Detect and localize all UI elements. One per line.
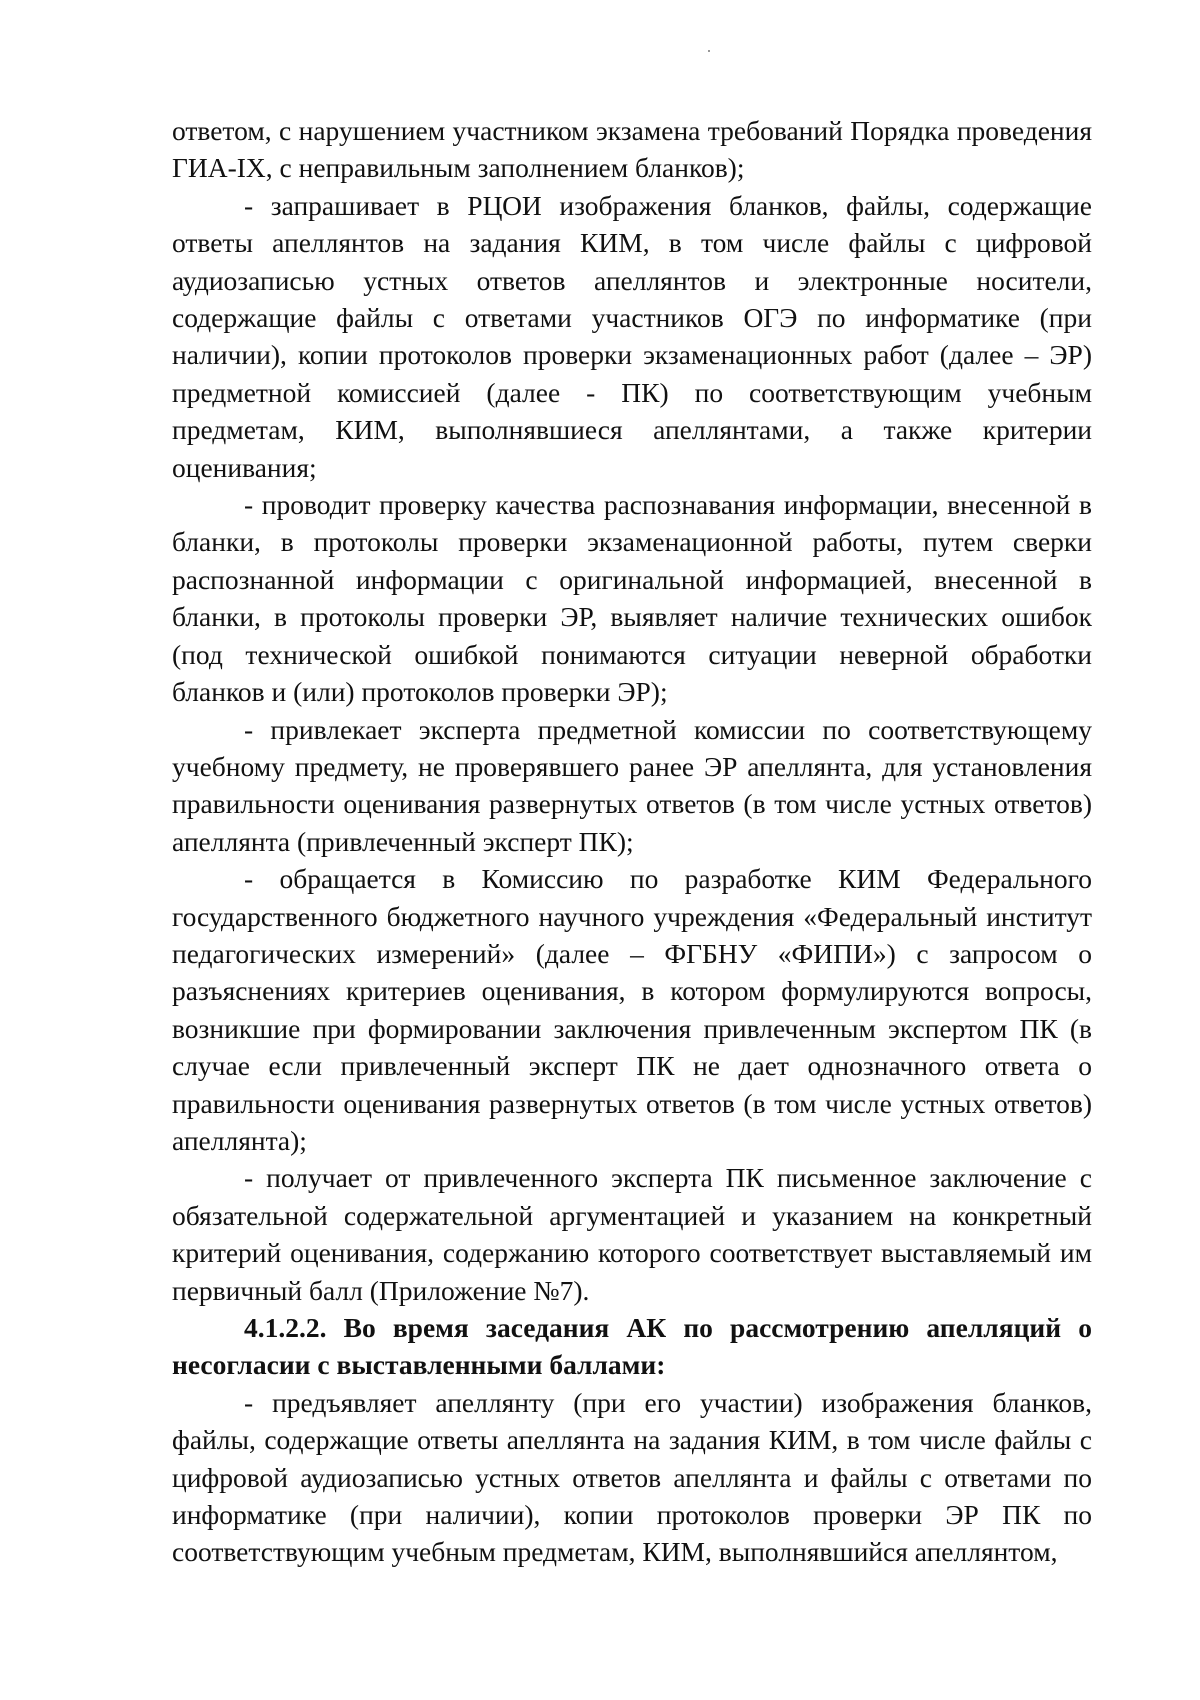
paragraph-continuation: ответом, с нарушением участником экзамена требований Порядка проведения ГИА-IX, с неправильным заполнением бланков); [172,115,1092,184]
section-heading: 4.1.2.2. Во время заседания АК по рассмотрению апелляций о несогласии с выставленными баллами: [172,1312,1092,1381]
paragraph-recognition-check: - проводит проверку качества распознавания информации, внесенной в бланки, в протоколы проверки экзаменационной работы, путем сверки распознанной информации с оригинальной информацией, внесенной в бланки, в протоколы проверки ЭР, выявляет наличие технических ошибок (под технической ошибкой понимаются ситуации неверной обработки бланков и (или) протоколов проверки ЭР); [172,489,1092,708]
paragraph-present-to-appellant: - предъявляет апеллянту (при его участии) изображения бланков, файлы, содержащие ответы апеллянта на задания КИМ, в том числе файлы с цифровой аудиозаписью устных ответов апеллянта и файлы с ответами по информатике (при наличии), копии протоколов проверки ЭР ПК по соответствующим учебным предметам, КИМ, выполнявшийся апеллянтом, [172,1386,1092,1568]
paragraph-fipi-request: - обращается в Комиссию по разработке КИМ Федерального государственного бюджетного научного учреждения «Федеральный институт педагогических измерений» (далее – ФГБНУ «ФИПИ») с запросом о разъяснениях критериев оценивания, в котором формулируются вопросы, возникшие при формировании заключения привлеченным экспертом ПК (в случае если привлеченный эксперт ПК не дает однозначного ответа о правильности оценивания развернутых ответов (в том числе устных ответов) апеллянта); [172,863,1092,1156]
paragraph-expert-conclusion: - получает от привлеченного эксперта ПК письменное заключение с обязательной содержательной аргументацией и указанием на конкретный критерий оценивания, содержанию которого соответствует выставляемый им первичный балл (Приложение №7). [172,1162,1092,1306]
scan-speck [708,50,710,52]
document-body [172,112,1092,1571]
paragraph-engage-expert: - привлекает эксперта предметной комиссии по соответствующему учебному предмету, не проверявшего ранее ЭР апеллянта, для установления правильности оценивания развернутых ответов (в том числе устных ответов) апеллянта (привлеченный эксперт ПК); [172,713,1092,857]
paragraph-request-scans: - запрашивает в РЦОИ изображения бланков, файлы, содержащие ответы апеллянтов на задания КИМ, в том числе файлы с цифровой аудиозаписью устных ответов апеллянтов и электронные носители, содержащие файлы с ответами участников ОГЭ по информатике (при наличии), копии протоколов проверки экзаменационных работ (далее – ЭР) предметной комиссией (далее - ПК) по соответствующим учебным предметам, КИМ, выполнявшиеся апеллянтами, а также критерии оценивания; [172,189,1092,483]
